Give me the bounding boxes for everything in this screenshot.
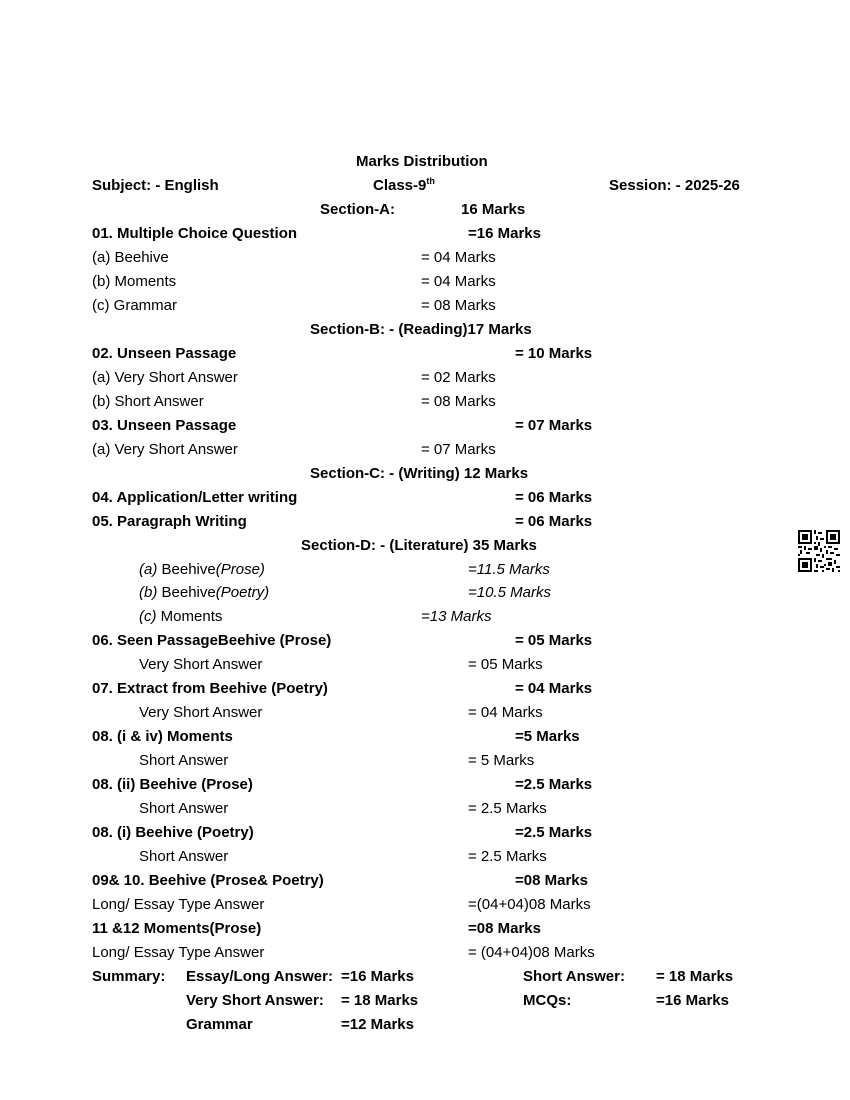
q06-sub-marks: = 05 Marks [468,656,543,673]
q02-a-marks: = 02 Marks [421,369,496,386]
lit-a-sub: (Prose) [215,561,265,578]
q02-b-marks: = 08 Marks [421,393,496,410]
lit-b-sub: (Poetry) [215,584,270,601]
lit-a-name: Beehive [161,561,216,578]
lit-c-prefix: (c) [139,608,157,625]
q09-label: 09& 10. Beehive (Prose& Poetry) [92,872,324,889]
q04-label: 04. Application/Letter writing [92,489,298,506]
q03-a-marks: = 07 Marks [421,441,496,458]
q01-b-marks: = 04 Marks [421,273,496,290]
q06-sub-label: Very Short Answer [139,656,263,673]
q01-label: 01. Multiple Choice Question [92,225,298,242]
summary-essay-marks: =16 Marks [341,968,414,985]
q11-sub-label: Long/ Essay Type Answer [92,944,265,961]
q01-a-label: (a) Beehive [92,249,169,266]
q06-marks: = 05 Marks [515,632,593,649]
q08-iv-sub-marks: = 5 Marks [468,752,535,769]
lit-b-label [139,584,269,602]
session-label: Session: - 2025-26 [609,177,740,194]
q11-marks: =08 Marks [468,920,541,937]
q02-label: 02. Unseen Passage [92,345,237,362]
lit-c-marks: =13 Marks [421,608,492,625]
q05-label: 05. Paragraph Writing [92,513,247,530]
q11-label: 11 &12 Moments(Prose) [92,920,262,937]
q08-i-marks: =2.5 Marks [515,824,593,841]
lit-a-label [139,561,265,579]
q08-i-sub-marks: = 2.5 Marks [468,848,547,865]
q04-marks: = 06 Marks [515,489,593,506]
summary-grammar-label: Grammar [186,1016,253,1033]
lit-b-prefix: (b) [139,584,158,601]
lit-a-prefix: (a) [139,561,158,578]
q08-ii-sub-label: Short Answer [139,800,229,817]
subject-label: Subject: - English [92,177,219,194]
q08-i-label: 08. (i) Beehive (Poetry) [92,824,254,841]
lit-c-label [139,608,222,626]
class-text: Class-9 [373,177,427,194]
summary-vshort-label: Very Short Answer: [186,992,324,1009]
q01-marks: =16 Marks [468,225,541,242]
q03-a-label: (a) Very Short Answer [92,441,238,458]
summary-essay-label: Essay/Long Answer: [186,968,333,985]
q08-iv-marks: =5 Marks [515,728,580,745]
q08-i-sub-label: Short Answer [139,848,229,865]
summary-vshort-marks: = 18 Marks [341,992,419,1009]
summary-label: Summary: [92,968,166,985]
q09-sub-label: Long/ Essay Type Answer [92,896,265,913]
page-title: Marks Distribution [356,153,488,170]
q03-label: 03. Unseen Passage [92,417,237,434]
q01-c-marks: = 08 Marks [421,297,496,314]
q08-iv-label: 08. (i & iv) Moments [92,728,233,745]
section-a-label: Section-A: [320,201,395,218]
q07-label: 07. Extract from Beehive (Poetry) [92,680,328,697]
q01-a-marks: = 04 Marks [421,249,496,266]
q05-marks: = 06 Marks [515,513,593,530]
section-d-label: Section-D: - (Literature) 35 Marks [301,537,537,554]
q08-ii-sub-marks: = 2.5 Marks [468,800,547,817]
q08-iv-sub-label: Short Answer [139,752,229,769]
q01-b-label: (b) Moments [92,273,177,290]
q09-sub-marks: =(04+04)08 Marks [468,896,591,913]
summary-grammar-marks: =12 Marks [341,1016,414,1033]
section-c-label: Section-C: - (Writing) 12 Marks [310,465,529,482]
section-b-label: Section-B: - (Reading)17 Marks [310,321,532,338]
q07-marks: = 04 Marks [515,680,593,697]
q02-a-label: (a) Very Short Answer [92,369,238,386]
lit-b-marks: =10.5 Marks [468,584,551,601]
q01-c-label: (c) Grammar [92,297,177,314]
summary-short-marks: = 18 Marks [656,968,734,985]
q02-marks: = 10 Marks [515,345,593,362]
q08-ii-label: 08. (ii) Beehive (Prose) [92,776,253,793]
q03-marks: = 07 Marks [515,417,593,434]
q06-label: 06. Seen PassageBeehive (Prose) [92,632,332,649]
qr-code-icon [798,530,840,572]
section-a-marks: 16 Marks [461,201,526,218]
lit-a-marks: =11.5 Marks [468,561,550,578]
summary-short-label: Short Answer: [523,968,625,985]
q07-sub-marks: = 04 Marks [468,704,543,721]
class-label [373,177,435,195]
class-superscript: th [426,176,435,186]
summary-mcq-marks: =16 Marks [656,992,729,1009]
q11-sub-marks: = (04+04)08 Marks [468,944,595,961]
summary-mcq-label: MCQs: [523,992,572,1009]
q07-sub-label: Very Short Answer [139,704,263,721]
lit-b-name: Beehive [161,584,216,601]
q09-marks: =08 Marks [515,872,588,889]
q02-b-label: (b) Short Answer [92,393,204,410]
lit-c-name: Moments [160,608,223,625]
q08-ii-marks: =2.5 Marks [515,776,593,793]
